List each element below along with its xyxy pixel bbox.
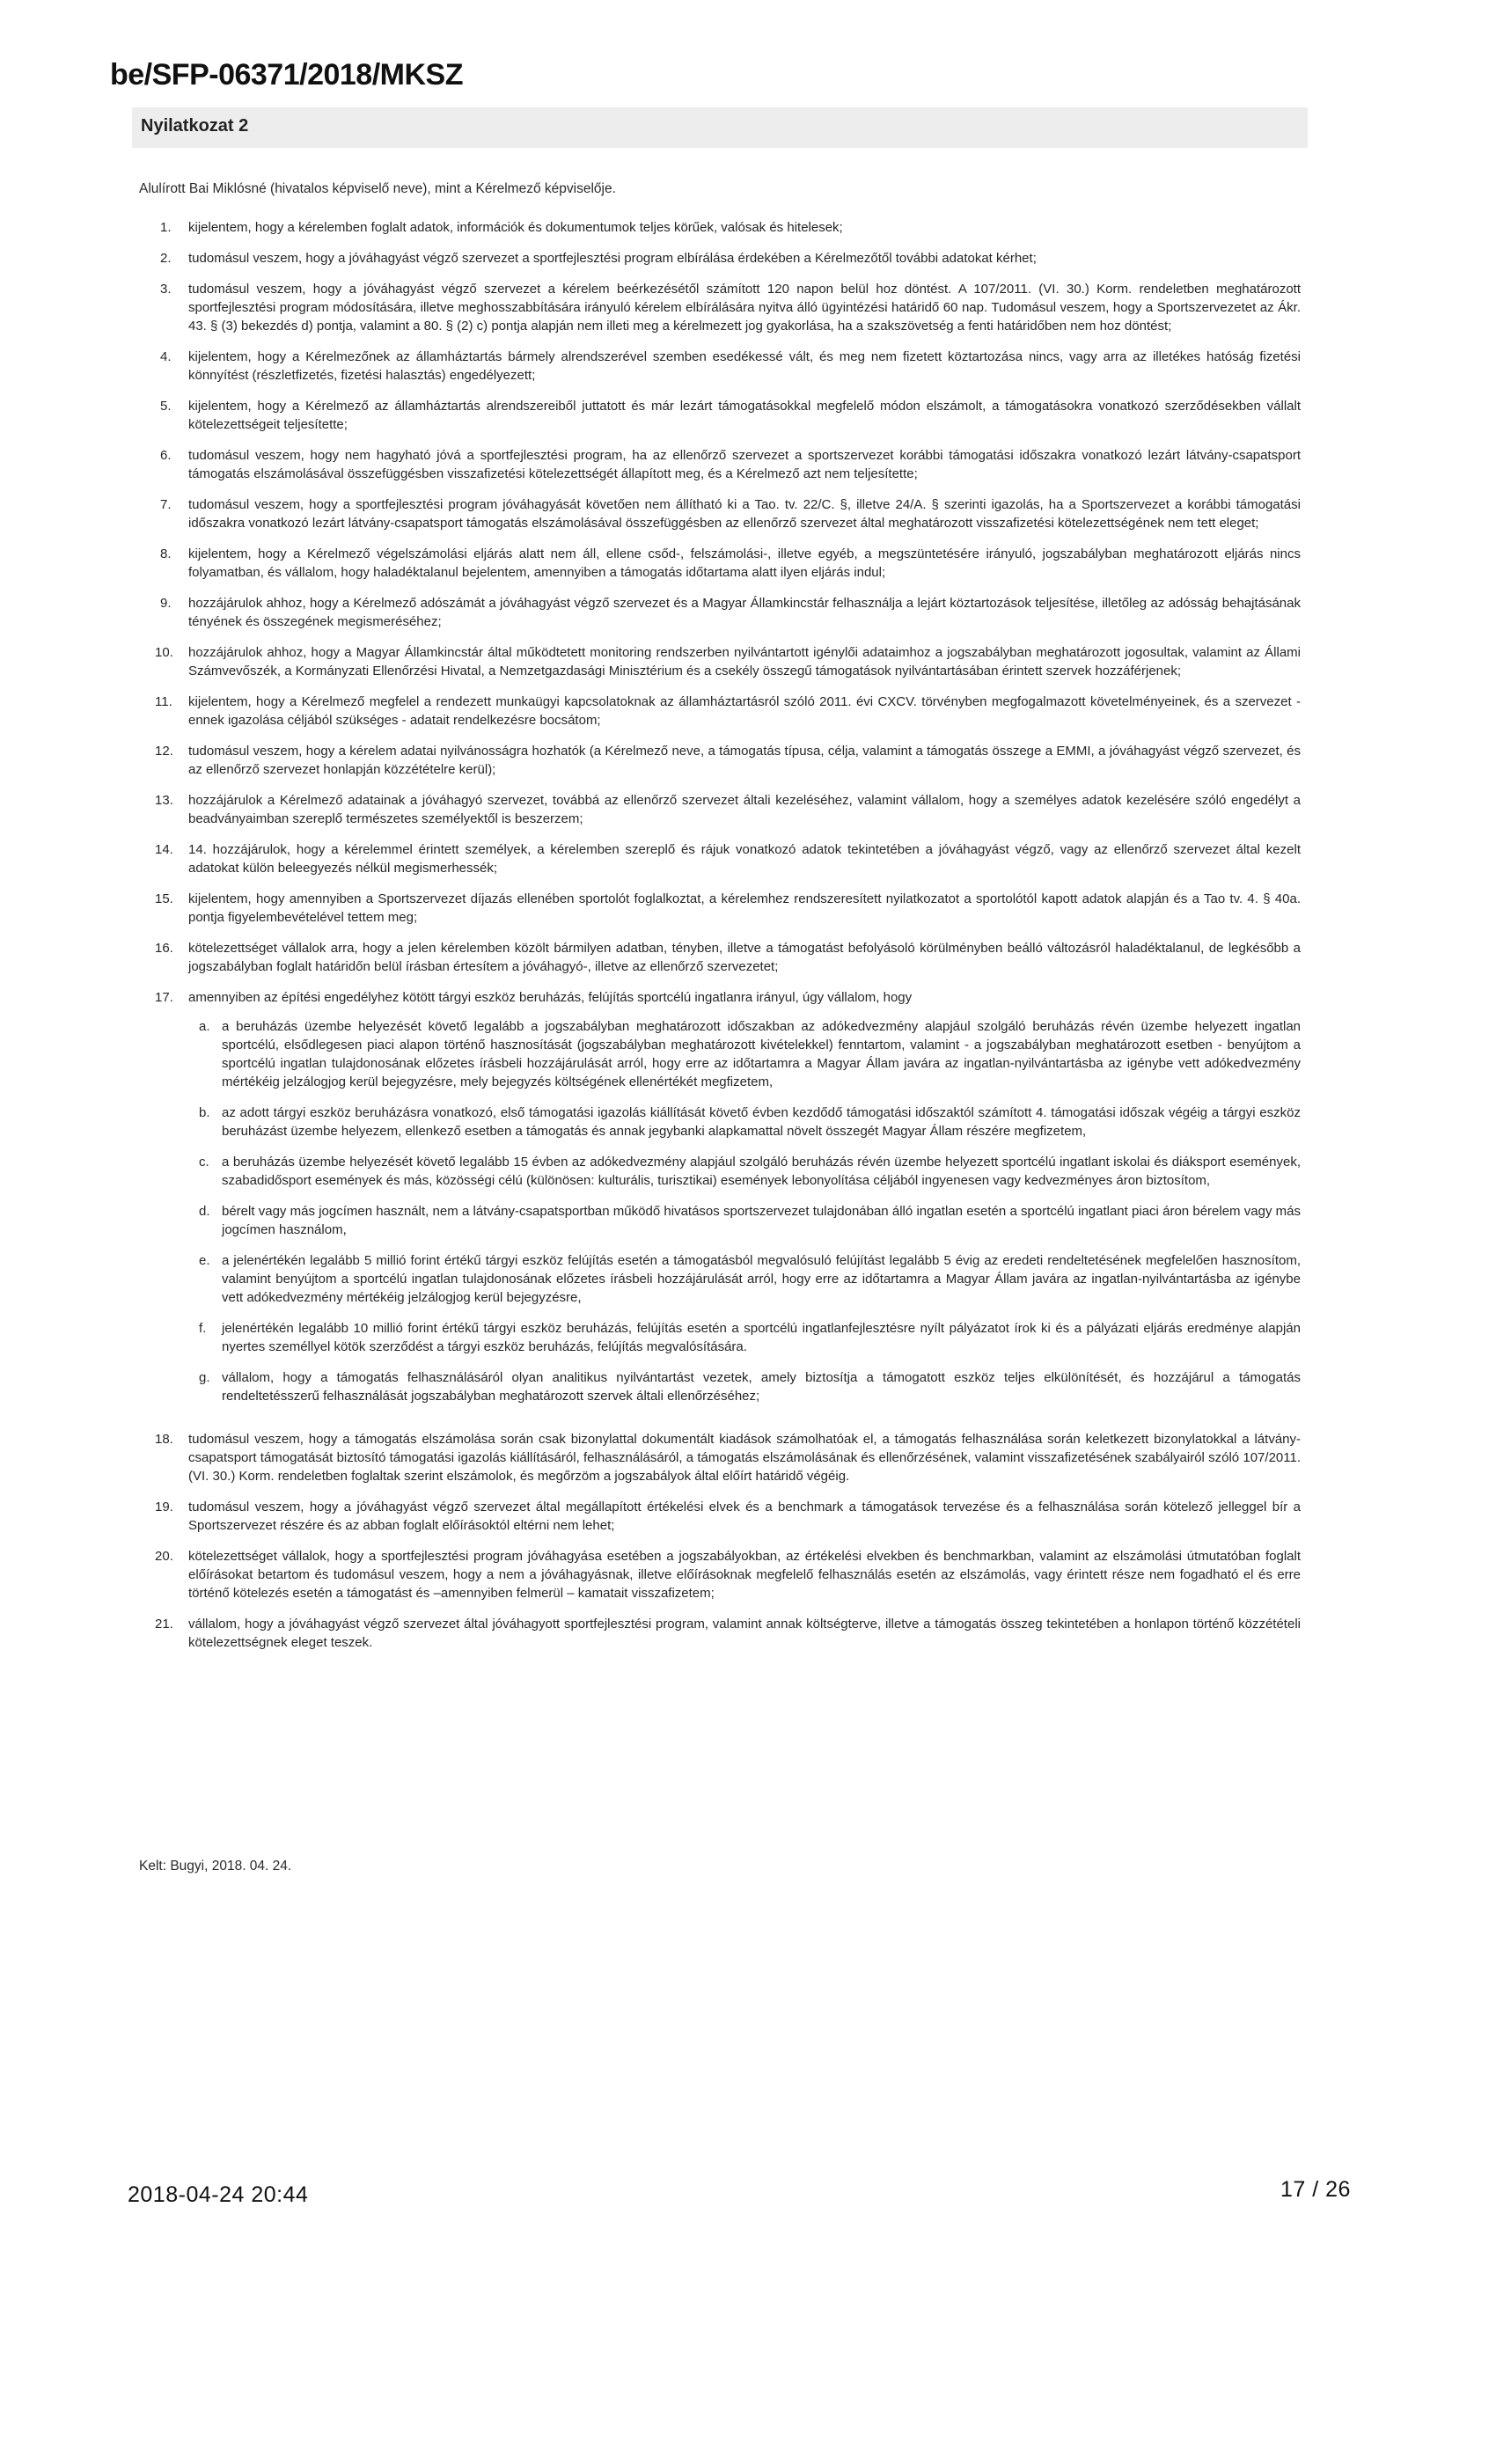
declaration-text-block bbox=[188, 693, 1301, 730]
footer-timestamp: 2018-04-24 20:44 bbox=[128, 2182, 309, 2207]
declaration-item bbox=[139, 446, 1301, 483]
declaration-item bbox=[139, 1430, 1301, 1485]
declaration-item bbox=[139, 693, 1301, 730]
declaration-text: hozzájárulok ahhoz, hogy a Kérelmező adószámát a jóváhagyást végző szervezet és a Magyar Államkincstár felhasználja a lejárt köztartozások teljesítése, illetőleg az adósság behajtásának tényének és összegének megismeréséhez; bbox=[188, 596, 1301, 629]
declaration-text-block bbox=[188, 446, 1301, 483]
sub-condition-letter: c. bbox=[199, 1155, 209, 1170]
declaration-text-block bbox=[188, 742, 1301, 779]
sub-condition-text: a beruházás üzembe helyezését követő legalább a jogszabályban meghatározott időszakban az adókedvezmény alapjául szolgáló beruházás révén üzembe helyezett ingatlan sportcélú, elsődlegesen piaci alapon történő hasznosítását (jogszabályban meghatározott kivételekkel) fenntartom, valamint - a jogszabályban meghatározott esetben - benyújtom a sportcélú ingatlan tulajdonosának előzetes írásbeli hozzájárulását arról, hogy erre az időtartamra a Magyar Állam javára az ingatlan-nyilvántartásba az igénybe vett adókedvezmény mértékéig jelzálogjog kerül bejegyzésre, mely bejegyzés költségének ellenértékét megfizetem, bbox=[222, 1019, 1301, 1089]
declaration-text: tudomásul veszem, hogy a kérelem adatai nyilvánosságra hozhatók (a Kérelmező neve, a támogatás típusa, célja, valamint a támogatás összege a EMMI, a jóváhagyást végző szervezet, és az ellenőrző szervezet honlapján közzétételre kerül); bbox=[188, 744, 1301, 777]
declaration-text-block bbox=[188, 1547, 1301, 1602]
declaration-number: 19. bbox=[155, 1500, 173, 1514]
section-header bbox=[132, 107, 1308, 148]
declaration-text: kijelentem, hogy a Kérelmező az államháztartás alrendszereiből juttatott és már lezárt támogatásokkal megfelelő módon elszámolt, a támogatásokra vonatkozó szerződésekben vállalt kötelezettségeit teljesítette; bbox=[188, 399, 1301, 432]
document-id: be/SFP-06371/2018/MKSZ bbox=[110, 58, 463, 92]
declaration-item bbox=[139, 1615, 1301, 1652]
declaration-text: 14. hozzájárulok, hogy a kérelemmel érintett személyek, a kérelemben szereplő és rájuk vonatkozó adatok tekintetében a jóváhagyást végző, vagy az ellenőrző szervezet által kezelt adatokat külön beleegyezés nélkül megismerhessék; bbox=[188, 842, 1301, 876]
declaration-number: 10. bbox=[155, 645, 173, 660]
sub-condition-text: az adott tárgyi eszköz beruházásra vonatkozó, első támogatási igazolás kiállítását követő évben kezdődő támogatási időszaktól számított 4. támogatási időszak végéig a tárgyi eszköz beruházást üzembe helyezem, ellenkező esetben a támogatás és annak jegybanki alapkamattal növelt összegét Magyar Állam részére megfizetem, bbox=[222, 1105, 1301, 1139]
declaration-text-block bbox=[188, 1615, 1301, 1652]
declaration-item bbox=[139, 545, 1301, 582]
declaration-item bbox=[139, 495, 1301, 532]
declaration-text-block bbox=[188, 890, 1301, 927]
declaration-number: 1. bbox=[160, 220, 172, 235]
declaration-item bbox=[139, 348, 1301, 385]
declaration-number: 2. bbox=[160, 251, 172, 266]
declaration-text-block bbox=[188, 397, 1301, 434]
declaration-item bbox=[139, 280, 1301, 335]
declaration-text: amennyiben az építési engedélyhez kötött tárgyi eszköz beruházás, felújítás sportcélú ingatlanra irányul, úgy vállalom, hogy bbox=[188, 990, 913, 1005]
sub-condition-letter: g. bbox=[199, 1370, 210, 1385]
sub-condition-item bbox=[188, 1017, 1301, 1091]
declaration-number: 5. bbox=[160, 399, 172, 414]
sub-condition-text: a beruházás üzembe helyezését követő legalább 15 évben az adókedvezmény alapjául szolgáló beruházás révén üzembe helyezett sportcélú ingatlant iskolai és diáksport események, szabadidősport események és más, közösségi célú (különösen: kulturális, turisztikai) események lebonyolítása céljából ingyenesen vagy kedvezményes áron biztosítom, bbox=[222, 1155, 1301, 1188]
declaration-number: 11. bbox=[155, 694, 172, 709]
declaration-item bbox=[139, 643, 1301, 680]
intro-statement: Alulírott Bai Miklósné (hivatalos képviselő neve), mint a Kérelmező képviselője. bbox=[139, 181, 616, 196]
declaration-text-block bbox=[188, 594, 1301, 631]
declaration-text-block bbox=[188, 280, 1301, 335]
declaration-text: kötelezettséget vállalok arra, hogy a jelen kérelemben közölt bármilyen adatban, tényben, illetve a támogatást befolyásoló körülményben beálló változásról haladéktalanul, de legkésőbb a jogszabályban foglalt határidőn belül írásban értesítem a jóváhagyó-, illetve az ellenőrző szervezetet; bbox=[188, 941, 1301, 974]
declaration-item bbox=[139, 742, 1301, 779]
declaration-number: 3. bbox=[160, 282, 172, 297]
sub-condition-letter: f. bbox=[199, 1321, 207, 1336]
declaration-item bbox=[139, 249, 1301, 268]
declaration-text: hozzájárulok ahhoz, hogy a Magyar Államkincstár által működtetett monitoring rendszerben nyilvántartott igénylői adataimhoz a jogszabályban meghatározott jogosultak, valamint az Állami Számvevőszék, a Kormányzati Ellenőrzési Hivatal, a Nemzetgazdasági Minisztérium és a csekély összegű támogatások nyilvántartásában érintett szervek hozzáférjenek; bbox=[188, 645, 1301, 678]
sub-condition-text: bérelt vagy más jogcímen használt, nem a látvány-csapatsportban működő hivatásos sportszervezet tulajdonában álló ingatlan esetén a sportcélú ingatlant piaci áron bérelem vagy más jogcímen használom, bbox=[222, 1204, 1301, 1237]
declaration-text-block bbox=[188, 348, 1301, 385]
declaration-text-block bbox=[188, 218, 1301, 237]
declaration-number: 21. bbox=[155, 1617, 173, 1632]
sub-condition-text: jelenértékén legalább 10 millió forint értékű tárgyi eszköz beruházás, felújítás esetén a sportcélú ingatlanfejlesztésre nyílt pályázatot írok ki és a pályázati eljárás eredménye alapján nyertes személlyel kötök szerződést a tárgyi eszköz beruházás, felújítás megvalósítására. bbox=[222, 1321, 1301, 1354]
declaration-text-block bbox=[188, 545, 1301, 582]
declaration-item bbox=[139, 890, 1301, 927]
declaration-item bbox=[139, 988, 1301, 1418]
declaration-item bbox=[139, 791, 1301, 828]
declaration-number: 16. bbox=[155, 941, 173, 956]
declaration-text: vállalom, hogy a jóváhagyást végző szervezet által jóváhagyott sportfejlesztési program, valamint annak költségterve, illetve a támogatás összeg tekintetében a honlapon történő közzétételi kötelezettségnek eleget teszek. bbox=[188, 1617, 1301, 1650]
declaration-number: 15. bbox=[155, 891, 173, 906]
declaration-text: kijelentem, hogy a kérelemben foglalt adatok, információk és dokumentumok teljes körűek, valósak és hitelesek; bbox=[188, 220, 843, 235]
declaration-text-block bbox=[188, 791, 1301, 828]
declaration-number: 9. bbox=[160, 596, 172, 611]
section-title: Nyilatkozat 2 bbox=[141, 116, 249, 136]
declaration-number: 6. bbox=[160, 448, 172, 463]
page-number: 17 / 26 bbox=[1280, 2177, 1351, 2202]
declaration-item bbox=[139, 1547, 1301, 1602]
declaration-text: kijelentem, hogy a Kérelmező végelszámolási eljárás alatt nem áll, ellene csőd-, felszámolási-, illetve egyéb, a megszüntetésére irányuló, jogszabályban meghatározott eljárás nincs folyamatban, és vállalom, hogy haladéktalanul bejelentem, amennyiben a támogatás időtartama alatt ilyen eljárás indul; bbox=[188, 546, 1301, 580]
declaration-text: tudomásul veszem, hogy nem hagyható jóvá a sportfejlesztési program, ha az ellenőrző szervezet a sportszervezet korábbi támogatási időszakra vonatkozó lezárt látvány-csapatsport támogatás elszámolásával összefüggésben visszafizetési kötelezettségét állapított meg, és a Kérelmező azt nem teljesítette; bbox=[188, 448, 1301, 481]
declaration-text-block bbox=[188, 249, 1301, 268]
declaration-number: 20. bbox=[155, 1549, 173, 1564]
declaration-text-block bbox=[188, 988, 1301, 1418]
declaration-item bbox=[139, 1498, 1301, 1535]
declaration-text: kötelezettséget vállalok, hogy a sportfejlesztési program jóváhagyása esetében a jogszabályokban, az értékelési elvekben és benchmarkban, valamint az elszámolási útmutatóban foglalt előírásokat betartom és tudomásul veszem, hogy a nem a jóváhagyásnak, illetve előírásoknak megfelelő felhasználás esetén az elszámolás, vagy érintett része nem fogadható el és erre történő kötelezés esetén a támogatást és –amennyiben felmerül – kamatait visszafizetem; bbox=[188, 1549, 1301, 1601]
declaration-number: 7. bbox=[160, 497, 172, 512]
declaration-text-block bbox=[188, 939, 1301, 976]
sub-condition-text: a jelenértékén legalább 5 millió forint értékű tárgyi eszköz felújítás esetén a támogatásból megvalósuló felújítást legalább 5 évig az eredeti rendeltetésének megfelelően hasznosítom, valamint benyújtom a sportcélú ingatlan tulajdonosának előzetes írásbeli hozzájárulását arról, hogy erre az időtartamra a Magyar Állam javára az ingatlan-nyilvántartásba az igénybe vett adókedvezmény mértékéig jelzálogjog kerül bejegyzésre, bbox=[222, 1253, 1301, 1305]
sub-condition-letter: a. bbox=[199, 1019, 210, 1034]
sub-condition-letter: b. bbox=[199, 1105, 210, 1120]
declaration-text: tudomásul veszem, hogy a támogatás elszámolása során csak bizonylattal dokumentált kiadások számolhatóak el, a támogatás felhasználása során keletkezett bizonylatokkal a látvány-csapatsport támogatását biztosító támogatási igazolás kiállításáról, felhasználásáról, a támogatás elszámolásának és ellenőrzésének, valamint visszafizetésének szabályairól szóló 107/2011. (VI. 30.) Korm. rendeletben foglaltak szerint elszámolok, és megőrzöm a jogszabályok által előírt határidő végéig. bbox=[188, 1432, 1301, 1484]
sub-condition-item bbox=[188, 1251, 1301, 1307]
declaration-text-block bbox=[188, 1498, 1301, 1535]
declaration-text: hozzájárulok a Kérelmező adatainak a jóváhagyó szervezet, továbbá az ellenőrző szervezet általi kezeléséhez, valamint vállalom, hogy a személyes adatok kezelésére szóló engedélyt a beadványaimban szereplő természetes személyektől is beszerzem; bbox=[188, 793, 1301, 826]
declaration-number: 4. bbox=[160, 349, 172, 364]
declaration-item bbox=[139, 218, 1301, 237]
declaration-number: 14. bbox=[155, 842, 173, 857]
declaration-text: tudomásul veszem, hogy a sportfejlesztési program jóváhagyását követően nem állítható ki a Tao. tv. 22/C. §, illetve 24/A. § szerinti igazolás, ha a Sportszervezet a korábbi támogatási időszakra vonatkozó lezárt látvány-csapatsport támogatás elszámolásával összefüggésben az ellenőrző szervezet által meghatározott visszafizetési kötelezettségének nem tett eleget; bbox=[188, 497, 1301, 531]
declaration-item bbox=[139, 397, 1301, 434]
sub-condition-item bbox=[188, 1202, 1301, 1239]
sub-condition-item bbox=[188, 1153, 1301, 1190]
declaration-list bbox=[139, 218, 1301, 1664]
declaration-number: 17. bbox=[155, 990, 173, 1005]
declaration-number: 18. bbox=[155, 1432, 173, 1447]
declaration-text: kijelentem, hogy a Kérelmező megfelel a rendezett munkaügyi kapcsolatoknak az államháztartásról szóló 2011. évi CXCV. törvényben megfogalmazott követelményeinek, és a szervezet - ennek igazolása céljából szükséges - adatait rendelkezésre bocsátom; bbox=[188, 694, 1301, 728]
declaration-text: tudomásul veszem, hogy a jóváhagyást végző szervezet a kérelem beérkezésétől számított 120 napon belül hoz döntést. A 107/2011. (VI. 30.) Korm. rendeletben meghatározott sportfejlesztési program módosítására, illetve meghosszabbítására irányuló kérelem elbírálására nyitva álló ügyintézési határidő 60 nap. Tudomásul veszem, hogy a Sportszervezetet az Ákr. 43. § (3) bekezdés d) pontja, valamint a 80. § (2) c) pontja alapján nem illeti meg a kérelmezett jog gyakorlása, ha a szakszövetség a fenti határidőben nem hoz döntést; bbox=[188, 282, 1301, 334]
declaration-item bbox=[139, 939, 1301, 976]
declaration-text-block bbox=[188, 643, 1301, 680]
declaration-text: kijelentem, hogy amennyiben a Sportszervezet díjazás ellenében sportolót foglalkoztat, a kérelemhez rendszeresített nyilatkozatot a sportolótól kapott adatok alapján és a Tao tv. 4. § 40a. pontja figyelembevételével tettem meg; bbox=[188, 891, 1301, 925]
signed-place-date: Kelt: Bugyi, 2018. 04. 24. bbox=[139, 1859, 292, 1874]
declaration-item bbox=[139, 840, 1301, 877]
sub-condition-letter: e. bbox=[199, 1253, 210, 1268]
declaration-item bbox=[139, 594, 1301, 631]
declaration-text: tudomásul veszem, hogy a jóváhagyást végző szervezet a sportfejlesztési program elbírálása érdekében a Kérelmezőtől további adatokat kérhet; bbox=[188, 251, 1037, 266]
sub-condition-letter: d. bbox=[199, 1204, 210, 1219]
declaration-text-block bbox=[188, 840, 1301, 877]
declaration-number: 8. bbox=[160, 546, 172, 561]
declaration-number: 13. bbox=[155, 793, 173, 808]
declaration-text-block bbox=[188, 1430, 1301, 1485]
sub-condition-item bbox=[188, 1104, 1301, 1140]
sub-condition-item bbox=[188, 1368, 1301, 1405]
declaration-number: 12. bbox=[155, 744, 173, 759]
declaration-text: kijelentem, hogy a Kérelmezőnek az államháztartás bármely alrendszerével szemben esedékessé vált, és meg nem fizetett köztartozása nincs, vagy arra az illetékes hatóság fizetési könnyítést (részletfizetés, fizetési halasztás) engedélyezett; bbox=[188, 349, 1301, 383]
sub-condition-list bbox=[188, 1017, 1301, 1405]
declaration-text: tudomásul veszem, hogy a jóváhagyást végző szervezet által megállapított értékelési elvek és a benchmark a támogatások tervezése és a felhasználása során kötelező jelleggel bír a Sportszervezet részére és az abban foglalt előírásoktól eltérni nem lehet; bbox=[188, 1500, 1301, 1533]
sub-condition-item bbox=[188, 1319, 1301, 1356]
declaration-text-block bbox=[188, 495, 1301, 532]
sub-condition-text: vállalom, hogy a támogatás felhasználásáról olyan analitikus nyilvántartást vezetek, amely biztosítja a támogatott eszköz teljes elkülönítését, és hozzájárul a támogatás rendeltetésszerű felhasználását jogszabályban meghatározott szervek általi ellenőrzéséhez; bbox=[222, 1370, 1301, 1404]
